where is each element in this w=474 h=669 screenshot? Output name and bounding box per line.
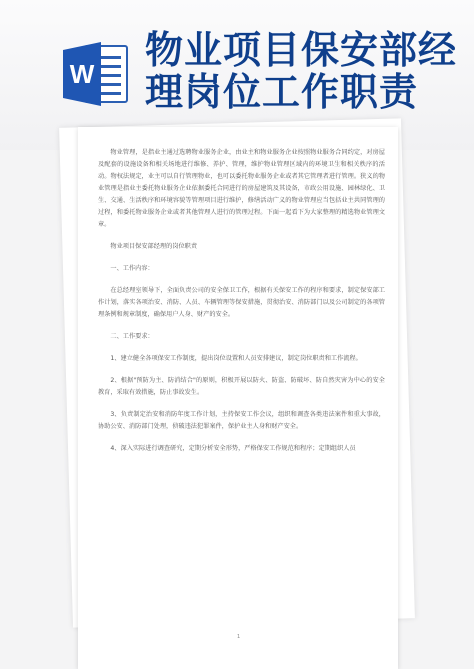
document-page [78, 127, 398, 669]
document-subtitle: 物业项目保安部经理的岗位职责 [110, 243, 198, 250]
section-1-body: 在总经理室领导下，全面负责公司的安全保卫工作，根据有关保安工作的程序和要求，制定保安部工作计划，落实各项治安、消防、人员、车辆管理等保安措施，贯彻治安、消防部门以及公司制定的各项管理条例和规章制度，确保用户人身、财产的安全。 [98, 287, 385, 318]
section-heading-2: 二、工作要求： [110, 333, 154, 340]
list-item: 3、负责制定治安和消防年度工作计划，主持保安工作会议，组织和调查各类违法案件和重大事故，协助公安、消防部门处理，侦破违法犯罪案件，保护业主人身和财产安全。 [98, 411, 385, 430]
logo-letter: W [69, 59, 95, 89]
list-item: 4、深入实际进行调查研究，定期分析安全形势，严格保安工作规范和程序；定期组织人员 [110, 445, 356, 452]
intro-paragraph: 物业管理，是指业主通过选聘物业服务企业，由业主和物业服务企业按照物业服务合同约定，对房屋及配套的设施设备和相关场地进行维修、养护、管理，维护物业管理区域内的环境卫生和相关秩序的活动。物权法规定，业主可以自行管理物业，也可以委托物业服务企业或者其它管理者进行管理。狭义的物业管理是指业主委托物业服务企业依据委托合同进行的房屋建筑及其设备，市政公用设施、园林绿化、卫生、交通、生活秩序和环境容貌等管理项目进行维护，修缮活动广义的物业管理应当包括业主共同管理的过程，和委托物业服务企业或者其他管理人进行的管理过程。下面一起看下为大家整理的精选物业管理文章。 [98, 149, 385, 228]
page-title-line-1: 物业项目保安部经 [145, 28, 458, 72]
page-number: 1 [237, 634, 241, 640]
page-title-line-2: 理岗位工作职责 [145, 70, 419, 114]
document-content [98, 147, 385, 455]
section-heading-1: 一、工作内容： [110, 265, 154, 272]
list-item: 1、建立健全各项保安工作制度，提出岗位设置和人员安排建议，制定岗位职责和工作流程。 [110, 355, 362, 362]
list-item: 2、根据"预防为主、防消结合"的原则，积极开展以防火、防盗、防破坏、防自然灾害为中心的安全教育，采取有效措施，防止事故发生。 [98, 377, 385, 396]
word-document-icon [61, 38, 131, 110]
